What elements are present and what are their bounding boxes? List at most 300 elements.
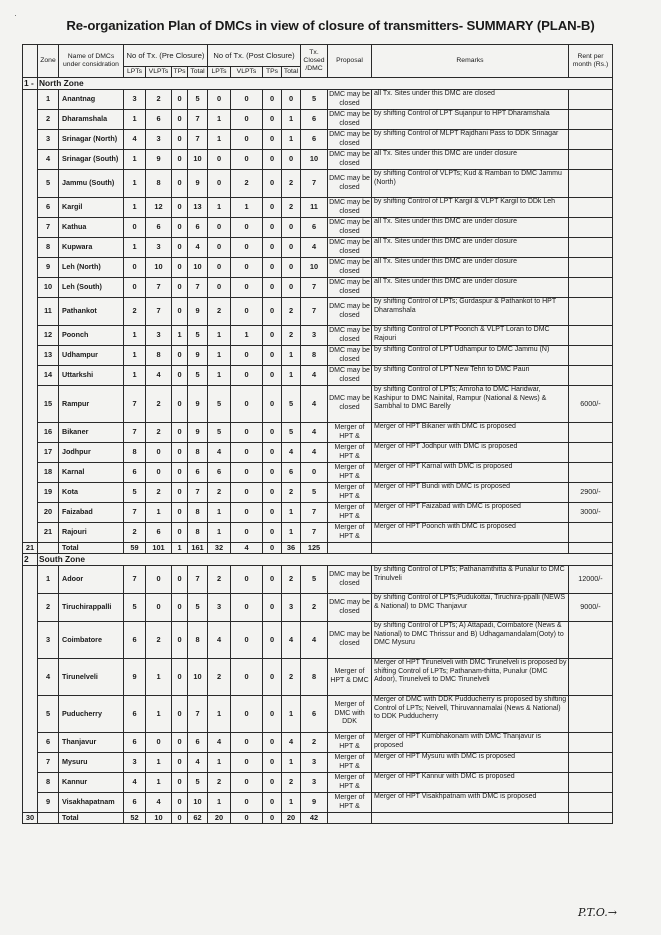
post-total: 3 [282,594,301,622]
pre-tps: 0 [172,386,188,423]
serial-number: 5 [38,696,59,733]
total-count: 21 [23,543,38,554]
pre-vlpts: 7 [146,298,172,326]
total-rent-empty [569,543,613,554]
post-vlpts: 0 [231,463,263,483]
pre-lpts: 5 [124,483,146,503]
post-lpts: 0 [208,170,231,198]
post-vlpts: 0 [231,622,263,659]
remarks: Merger of HPT Jodhpur with DMC is proposed [372,443,569,463]
post-total: 1 [282,110,301,130]
total-post-lpts: 20 [208,813,231,824]
pre-total: 5 [188,90,208,110]
post-vlpts: 0 [231,523,263,543]
post-total: 0 [282,258,301,278]
rent [569,773,613,793]
table-row [23,90,613,110]
pre-tps: 0 [172,366,188,386]
table-row [23,386,613,423]
serial-number: 17 [38,443,59,463]
pre-tps: 0 [172,773,188,793]
pre-tps: 0 [172,423,188,443]
pre-lpts: 9 [124,659,146,696]
pre-total: 8 [188,622,208,659]
pre-total: 10 [188,793,208,813]
post-tps: 0 [263,298,282,326]
dmc-name: Poonch [59,326,124,346]
table-row [23,503,613,523]
rent [569,150,613,170]
subheader-lpts-post: LPTs [208,67,231,78]
post-total: 1 [282,503,301,523]
table-row [23,218,613,238]
proposal: DMC may be closed [328,218,372,238]
post-total: 2 [282,298,301,326]
pre-vlpts: 0 [146,443,172,463]
total-spacer [38,813,59,824]
post-lpts: 1 [208,326,231,346]
post-tps: 0 [263,258,282,278]
pre-tps: 0 [172,594,188,622]
serial-number: 6 [38,733,59,753]
proposal: Merger of HPT & [328,793,372,813]
post-tps: 0 [263,659,282,696]
total-label: Total [59,543,124,554]
post-lpts: 1 [208,503,231,523]
post-lpts: 2 [208,659,231,696]
rent [569,326,613,346]
dmc-name: Pathankot [59,298,124,326]
post-lpts: 4 [208,733,231,753]
total-pre-lpts: 59 [124,543,146,554]
tx-closed: 5 [301,90,328,110]
pre-tps: 0 [172,346,188,366]
header-rent: Rent per month (Rs.) [569,45,613,78]
zone-name: South Zone [38,554,613,566]
tx-closed: 2 [301,733,328,753]
post-lpts: 2 [208,566,231,594]
pre-total: 7 [188,483,208,503]
proposal: DMC may be closed [328,346,372,366]
pre-total: 6 [188,463,208,483]
post-vlpts: 0 [231,258,263,278]
proposal: DMC may be closed [328,258,372,278]
pre-tps: 0 [172,443,188,463]
pre-vlpts: 3 [146,130,172,150]
pre-lpts: 1 [124,346,146,366]
subheader-vlpts-post: VLPTs [231,67,263,78]
total-post-tps: 0 [263,813,282,824]
tx-closed: 3 [301,326,328,346]
pre-vlpts: 0 [146,733,172,753]
post-vlpts: 2 [231,170,263,198]
pre-total: 9 [188,170,208,198]
rent [569,346,613,366]
tx-closed: 0 [301,463,328,483]
tx-closed: 4 [301,423,328,443]
table-row [23,278,613,298]
proposal: DMC may be closed [328,238,372,258]
post-total: 1 [282,130,301,150]
post-total: 6 [282,463,301,483]
serial-number: 1 [38,90,59,110]
pre-tps: 0 [172,150,188,170]
dmc-name: Kota [59,483,124,503]
rent [569,443,613,463]
serial-number: 4 [38,150,59,170]
pre-vlpts: 12 [146,198,172,218]
proposal: DMC may be closed [328,278,372,298]
pre-lpts: 7 [124,566,146,594]
remarks: by shifting Control of LPT New Tehri to DMC Pauri [372,366,569,386]
zone-index: 1 - [23,78,38,90]
rent [569,733,613,753]
pre-tps: 0 [172,566,188,594]
pre-total: 7 [188,278,208,298]
tx-closed: 2 [301,594,328,622]
pre-total: 5 [188,773,208,793]
pre-vlpts: 2 [146,622,172,659]
tx-closed: 7 [301,298,328,326]
total-post-total: 36 [282,543,301,554]
dmc-name: Jammu (South) [59,170,124,198]
pre-lpts: 3 [124,90,146,110]
total-row [23,813,613,824]
total-pre-tps: 1 [172,543,188,554]
post-vlpts: 0 [231,659,263,696]
tx-closed: 4 [301,622,328,659]
post-vlpts: 0 [231,90,263,110]
post-total: 0 [282,150,301,170]
remarks: by shifting Control of LPT Sujanpur to HPT Dharamshala [372,110,569,130]
total-pre-lpts: 52 [124,813,146,824]
post-tps: 0 [263,503,282,523]
pre-total: 13 [188,198,208,218]
pre-vlpts: 2 [146,483,172,503]
tx-closed: 9 [301,793,328,813]
post-tps: 0 [263,218,282,238]
pre-vlpts: 6 [146,523,172,543]
serial-number: 18 [38,463,59,483]
pre-lpts: 5 [124,594,146,622]
table-row [23,566,613,594]
pre-tps: 0 [172,483,188,503]
pre-tps: 0 [172,463,188,483]
post-vlpts: 0 [231,483,263,503]
pre-vlpts: 4 [146,793,172,813]
proposal: Merger of HPT & [328,443,372,463]
tx-closed: 6 [301,110,328,130]
total-post-total: 20 [282,813,301,824]
table-row [23,463,613,483]
remarks: by shifting Control of LPTs; Gurdaspur & Pathankot to HPT Dharamshala [372,298,569,326]
total-post-vlpts: 4 [231,543,263,554]
pre-vlpts: 8 [146,170,172,198]
dmc-name: Leh (South) [59,278,124,298]
table-row [23,594,613,622]
pre-tps: 0 [172,298,188,326]
pre-total: 10 [188,258,208,278]
serial-number: 5 [38,170,59,198]
post-tps: 0 [263,346,282,366]
pre-total: 6 [188,218,208,238]
pre-lpts: 1 [124,238,146,258]
table-row [23,733,613,753]
post-total: 1 [282,523,301,543]
tx-closed: 10 [301,258,328,278]
post-total: 2 [282,326,301,346]
remarks: by shifting Control of LPTs; Pathanamthitta & Punalur to DMC Trinulveli [372,566,569,594]
total-proposal-empty [328,813,372,824]
header-name: Name of DMCs under considration [59,45,124,78]
tx-closed: 7 [301,503,328,523]
post-tps: 0 [263,696,282,733]
pre-tps: 0 [172,696,188,733]
pre-vlpts: 6 [146,110,172,130]
remarks: by shifting Control of LPTs; A) Attapadi, Coimbatore (News & National) to DMC Thrissur and B) Udhagamandalam(Ooty) to DMC Mysuru [372,622,569,659]
pre-tps: 0 [172,793,188,813]
pre-total: 7 [188,110,208,130]
rent [569,523,613,543]
post-vlpts: 0 [231,696,263,733]
pre-lpts: 7 [124,386,146,423]
post-total: 1 [282,793,301,813]
header-remarks: Remarks [372,45,569,78]
post-lpts: 1 [208,696,231,733]
post-total: 2 [282,198,301,218]
post-lpts: 1 [208,130,231,150]
tx-closed: 8 [301,659,328,696]
total-pre-total: 62 [188,813,208,824]
post-lpts: 0 [208,90,231,110]
post-vlpts: 0 [231,753,263,773]
post-lpts: 6 [208,463,231,483]
post-vlpts: 1 [231,326,263,346]
pre-total: 5 [188,594,208,622]
table-row [23,110,613,130]
post-lpts: 1 [208,793,231,813]
rent [569,793,613,813]
remarks: Merger of HPT Tirunelveli with DMC Tirunelveli is proposed by shifting Control of LPTs; Pathanam-thitta, Punalur (DMC Adoor), Tirunelveli to DMC Tirunelveli [372,659,569,696]
post-tps: 0 [263,90,282,110]
post-total: 2 [282,659,301,696]
pre-total: 8 [188,443,208,463]
pre-total: 7 [188,696,208,733]
pre-tps: 0 [172,659,188,696]
post-vlpts: 0 [231,110,263,130]
post-lpts: 2 [208,773,231,793]
pre-total: 9 [188,298,208,326]
scan-smudge: · [14,10,17,20]
remarks: by shifting Control of LPT Kargil & VLPT Kargil to DDk Leh [372,198,569,218]
post-total: 1 [282,696,301,733]
post-tps: 0 [263,793,282,813]
proposal: Merger of HPT & [328,463,372,483]
post-tps: 0 [263,566,282,594]
post-tps: 0 [263,130,282,150]
total-post-tps: 0 [263,543,282,554]
post-lpts: 1 [208,523,231,543]
post-lpts: 1 [208,198,231,218]
rent [569,90,613,110]
post-lpts: 0 [208,238,231,258]
post-tps: 0 [263,150,282,170]
serial-number: 19 [38,483,59,503]
pre-total: 8 [188,523,208,543]
pre-vlpts: 1 [146,753,172,773]
remarks: by shifting Control of LPT Poonch & VLPT Loran to DMC Rajouri [372,326,569,346]
tx-closed: 11 [301,198,328,218]
dmc-name: Rampur [59,386,124,423]
subheader-total-post: Total [282,67,301,78]
pre-total: 9 [188,423,208,443]
pre-tps: 0 [172,198,188,218]
pre-lpts: 1 [124,150,146,170]
pre-total: 9 [188,346,208,366]
dmc-name: Jodhpur [59,443,124,463]
post-total: 5 [282,423,301,443]
proposal: DMC may be closed [328,150,372,170]
pre-total: 7 [188,566,208,594]
header-pre-closure: No of Tx. (Pre Closure) [124,45,208,67]
remarks: Merger of HPT Karnal with DMC is proposed [372,463,569,483]
dmc-name: Anantnag [59,90,124,110]
total-spacer [38,543,59,554]
pre-lpts: 6 [124,463,146,483]
pre-total: 5 [188,366,208,386]
total-count: 30 [23,813,38,824]
pre-total: 10 [188,659,208,696]
table-row [23,622,613,659]
summary-table [22,44,613,824]
dmc-name: Kathua [59,218,124,238]
pre-tps: 1 [172,326,188,346]
remarks: Merger of HPT Faizabad with DMC is proposed [372,503,569,523]
post-tps: 0 [263,198,282,218]
post-lpts: 0 [208,258,231,278]
post-vlpts: 0 [231,130,263,150]
rent: 2900/- [569,483,613,503]
proposal: DMC may be closed [328,130,372,150]
total-remarks-empty [372,543,569,554]
tx-closed: 10 [301,150,328,170]
post-tps: 0 [263,170,282,198]
subheader-tps-post: TPs [263,67,282,78]
tx-closed: 8 [301,346,328,366]
post-vlpts: 1 [231,198,263,218]
proposal: DMC may be closed [328,622,372,659]
post-tps: 0 [263,443,282,463]
post-vlpts: 0 [231,346,263,366]
proposal: DMC may be closed [328,594,372,622]
post-tps: 0 [263,483,282,503]
dmc-name: Puducherry [59,696,124,733]
pre-lpts: 0 [124,218,146,238]
zone-name: North Zone [38,78,613,90]
pre-vlpts: 0 [146,463,172,483]
dmc-name: Uttarkshi [59,366,124,386]
pre-total: 4 [188,238,208,258]
pre-lpts: 1 [124,366,146,386]
proposal: DMC may be closed [328,386,372,423]
corner-cell [23,45,38,78]
pre-tps: 0 [172,523,188,543]
zone-heading-row [23,78,613,90]
post-total: 2 [282,566,301,594]
post-total: 0 [282,278,301,298]
serial-number: 7 [38,218,59,238]
post-vlpts: 0 [231,238,263,258]
pre-lpts: 7 [124,503,146,523]
post-total: 1 [282,366,301,386]
tx-closed: 7 [301,523,328,543]
pre-vlpts: 1 [146,773,172,793]
table-row [23,423,613,443]
dmc-name: Visakhapatnam [59,793,124,813]
pre-total: 7 [188,130,208,150]
dmc-name: Bikaner [59,423,124,443]
tx-closed: 4 [301,366,328,386]
dmc-name: Tirunelveli [59,659,124,696]
proposal: DMC may be closed [328,90,372,110]
tx-closed: 5 [301,483,328,503]
post-vlpts: 0 [231,773,263,793]
remarks: all Tx. Sites under this DMC are under closure [372,238,569,258]
remarks: Merger of HPT Kumbhakonam with DMC Thanjavur is proposed [372,733,569,753]
rent [569,463,613,483]
proposal: DMC may be closed [328,366,372,386]
post-vlpts: 0 [231,298,263,326]
proposal: DMC may be closed [328,298,372,326]
table-row [23,258,613,278]
dmc-name: Kupwara [59,238,124,258]
rent [569,130,613,150]
rent [569,423,613,443]
dmc-name: Srinagar (South) [59,150,124,170]
pre-vlpts: 1 [146,696,172,733]
remarks: all Tx. Sites under this DMC are closed [372,90,569,110]
proposal: Merger of HPT & [328,523,372,543]
serial-number: 12 [38,326,59,346]
page-title: Re-organization Plan of DMCs in view of closure of transmitters- SUMMARY (PLAN-B) [66,18,595,33]
post-total: 0 [282,238,301,258]
pre-vlpts: 4 [146,366,172,386]
pre-tps: 0 [172,170,188,198]
post-lpts: 1 [208,366,231,386]
post-lpts: 2 [208,483,231,503]
post-total: 5 [282,386,301,423]
rent [569,218,613,238]
dmc-name: Coimbatore [59,622,124,659]
remarks: Merger of HPT Kannur with DMC is proposed [372,773,569,793]
serial-number: 3 [38,130,59,150]
pre-vlpts: 7 [146,278,172,298]
dmc-name: Dharamshala [59,110,124,130]
dmc-name: Karnal [59,463,124,483]
post-lpts: 4 [208,443,231,463]
serial-number: 1 [38,566,59,594]
pre-tps: 0 [172,753,188,773]
post-tps: 0 [263,278,282,298]
pre-tps: 0 [172,733,188,753]
post-tps: 0 [263,594,282,622]
serial-number: 2 [38,110,59,130]
proposal: DMC may be closed [328,110,372,130]
total-row [23,543,613,554]
table-row [23,366,613,386]
total-post-lpts: 32 [208,543,231,554]
post-total: 1 [282,346,301,366]
